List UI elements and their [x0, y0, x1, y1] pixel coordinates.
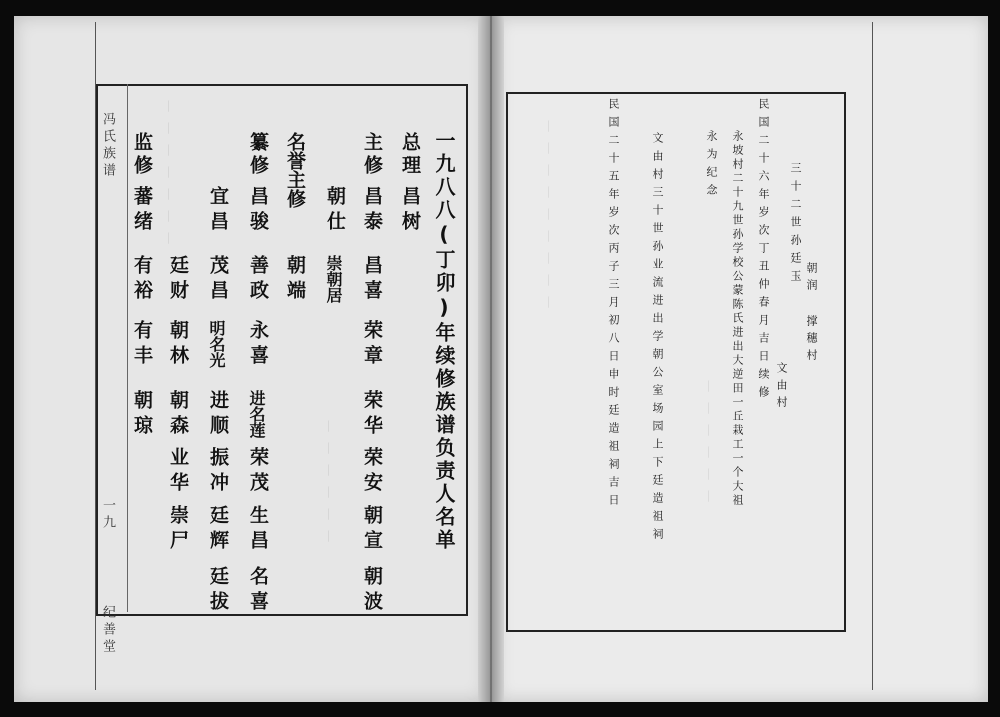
member-name: 进顺 [207, 390, 229, 440]
member-name: 荣华 [361, 390, 383, 440]
member-name: 朝琼 [131, 390, 153, 440]
member-name: 崇朝居 [324, 255, 343, 303]
member-name: 有丰 [131, 320, 153, 370]
record-line: 永坡村二十九世孙学校公蒙陈氏进出大逆田一丘栽工一个大祖 [731, 130, 744, 508]
bleed-through-right: 丨丨丨丨丨丨丨丨丨 [541, 120, 555, 318]
member-name: 朝端 [284, 255, 306, 305]
member-name: 朝森 [167, 390, 189, 440]
member-name: 廷拔 [207, 566, 229, 616]
member-name: 朝仕 [324, 186, 346, 236]
left-margin-rule [95, 22, 96, 690]
page-number: 一九 [100, 498, 115, 532]
member-name: 朝林 [167, 320, 189, 370]
record-line: 三十二世孙廷玉 [789, 162, 802, 288]
record-subline: 朝润 撑穗村 [805, 262, 818, 366]
member-name: 昌树 [399, 186, 421, 236]
member-name: 宜昌 [207, 186, 229, 236]
member-name: 生昌 [247, 505, 269, 555]
left-inner-margin-rule [127, 84, 128, 612]
list-heading: 一九八八(丁卯)年续修族谱负责人名单 [432, 130, 456, 552]
bleed-through-left-2: 丨丨丨丨丨丨 [321, 420, 335, 552]
member-name: 善政 [247, 255, 269, 305]
member-name: 廷财 [167, 255, 189, 305]
bleed-through-left: 丨丨丨丨丨丨丨 [161, 100, 175, 254]
book-title-margin: 冯氏族谱 [100, 112, 115, 180]
member-name: 昌泰 [361, 186, 383, 236]
member-name: 廷辉 [207, 505, 229, 555]
record-line: 民国二十六年岁次丁丑仲春月吉日续修 [757, 98, 770, 404]
member-name: 昌骏 [247, 186, 269, 236]
member-name: 进名莲 [247, 390, 266, 438]
member-name: 荣茂 [247, 447, 269, 497]
member-name: 昌喜 [361, 255, 383, 305]
member-name: 蕃绪 [131, 186, 153, 236]
member-name: 朝宣 [361, 505, 383, 555]
member-name: 荣安 [361, 447, 383, 497]
member-name: 有裕 [131, 255, 153, 305]
member-name: 名喜 [247, 566, 269, 616]
member-name: 明名光 [207, 320, 226, 368]
hall-name: 纪善堂 [100, 605, 115, 656]
record-line: 文由村三十世孙业流进出学朝公室场园上下廷造祖祠 [651, 132, 664, 546]
role-label: 监修 [131, 132, 153, 178]
member-name: 振冲 [207, 447, 229, 497]
member-name: 朝波 [361, 566, 383, 616]
member-name: 业华 [167, 447, 189, 497]
member-name: 永喜 [247, 320, 269, 370]
member-name: 荣章 [361, 320, 383, 370]
record-line: 民国二十五年岁次丙子三月初八日申时廷造祖祠吉日 [607, 98, 620, 512]
role-label: 总理 [399, 132, 421, 178]
member-name: 茂昌 [207, 255, 229, 305]
member-name: 崇尸 [167, 505, 189, 555]
role-label: 主修 [361, 132, 383, 178]
role-label: 纂修 [247, 132, 269, 178]
role-label: 名誉主修 [284, 132, 306, 208]
bleed-through-right-2: 丨丨丨丨丨丨 [701, 380, 715, 512]
record-subline: 文由村 [775, 362, 788, 413]
book-gutter [478, 16, 504, 702]
record-line: 永为纪念 [705, 130, 718, 202]
right-outer-margin-rule [872, 22, 873, 690]
